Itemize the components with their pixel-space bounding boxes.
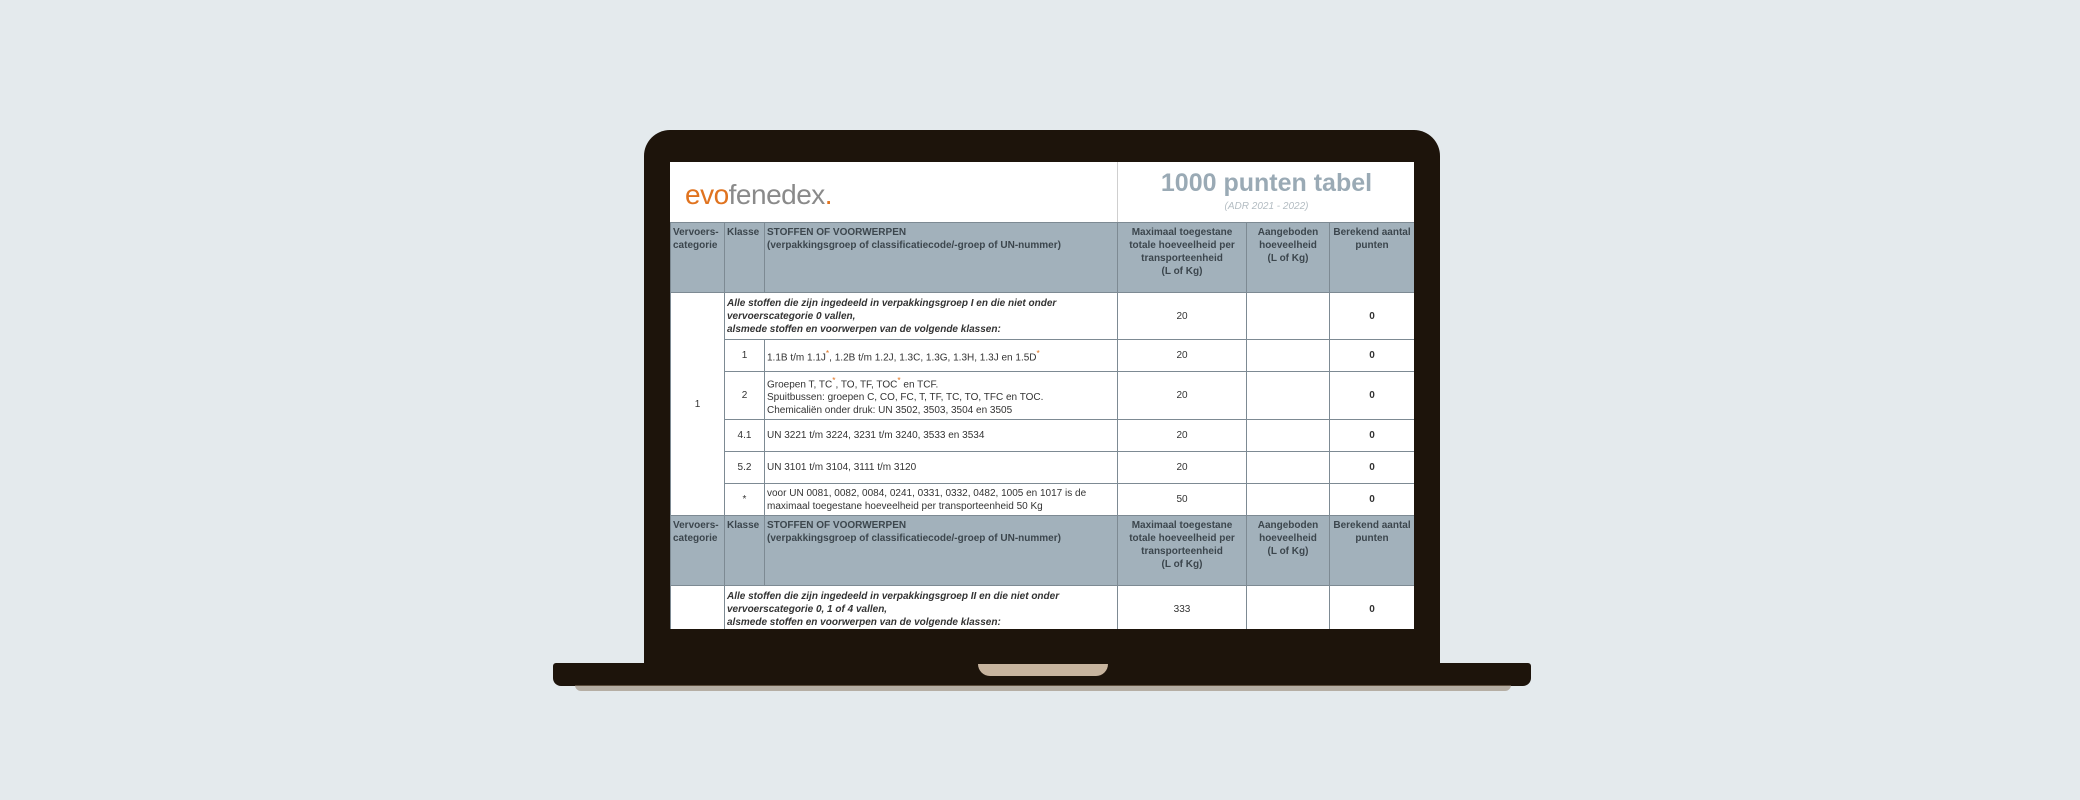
laptop-screen [670, 162, 1414, 629]
punten-cell: 0 [1330, 484, 1415, 516]
header-max [1118, 516, 1247, 586]
aangeboden-input-cell[interactable] [1247, 484, 1330, 516]
header-stoffen [765, 223, 1118, 293]
aangeboden-input-cell[interactable] [1247, 340, 1330, 372]
header-max-label: Maximaal toegestane totale hoeveelheid per transporteenheid (L of Kg) [1129, 227, 1235, 277]
header-aangeboden [1247, 223, 1330, 293]
klasse-cell: 1 [725, 340, 765, 372]
section1-intro-line3: alsmede stoffen en voorwerpen van de volgende klassen: [727, 323, 1001, 335]
max-cell: 333 [1118, 586, 1247, 630]
max-cell: 20 [1118, 452, 1247, 484]
klasse-cell: 4.1 [725, 420, 765, 452]
header-category [671, 516, 725, 586]
header-category-label: Vervoers- categorie [673, 227, 719, 251]
header-stoffen-line1: STOFFEN OF VOORWERPEN [767, 520, 907, 531]
table-row [671, 372, 1415, 420]
points-table [670, 222, 1414, 629]
page-title: 1000 punten tabel [1160, 169, 1373, 197]
stoffen-line1: voor UN 0081, 0082, 0084, 0241, 0331, 0332, 0482, 1005 en 1017 is de [767, 487, 1087, 499]
category-cell [671, 586, 725, 630]
stoffen-line1 [767, 374, 1115, 391]
header-category-label: Vervoers- categorie [673, 520, 719, 544]
evofenedex-logo [685, 179, 832, 211]
aangeboden-input-cell[interactable] [1247, 372, 1330, 420]
category-cell: 1 [671, 293, 725, 516]
table-row [671, 484, 1415, 516]
footnote-star: * [825, 347, 830, 358]
stoffen-cell: UN 3101 t/m 3104, 3111 t/m 3120 [765, 452, 1118, 484]
punten-cell: 0 [1330, 293, 1415, 340]
section2-intro-line1: Alle stoffen die zijn ingedeeld in verpakkingsgroep II en die niet onder [727, 590, 1060, 602]
footnote-star: * [897, 374, 901, 385]
section1-intro [725, 293, 1118, 340]
header-aangeboden-label: Aangeboden hoeveelheid (L of Kg) [1257, 520, 1319, 557]
stoffen-cell [765, 484, 1118, 516]
aangeboden-input-cell[interactable] [1247, 586, 1330, 630]
aangeboden-input-cell[interactable] [1247, 452, 1330, 484]
max-cell: 20 [1118, 420, 1247, 452]
laptop-shadow [575, 685, 1511, 691]
section1-intro-line1: Alle stoffen die zijn ingedeeld in verpakkingsgroep I en die niet onder [727, 297, 1057, 309]
logo-part-evo: evo [685, 179, 729, 210]
stoffen-line3: Chemicaliën onder druk: UN 3502, 3503, 3504 en 3505 [767, 405, 1013, 417]
klasse-cell: 5.2 [725, 452, 765, 484]
header-max [1118, 223, 1247, 293]
table-header-row [671, 223, 1415, 293]
header-aangeboden [1247, 516, 1330, 586]
max-cell: 50 [1118, 484, 1247, 516]
header-category [671, 223, 725, 293]
punten-cell: 0 [1330, 420, 1415, 452]
footnote-star: * [832, 374, 836, 385]
max-cell: 20 [1118, 372, 1247, 420]
header-stoffen-line1: STOFFEN OF VOORWERPEN [767, 227, 907, 238]
stoffen-line2: maximaal toegestane hoeveelheid per transporteenheid 50 Kg [767, 500, 1043, 512]
logo-dot: . [824, 179, 833, 210]
table-row [671, 293, 1415, 340]
header-stoffen [765, 516, 1118, 586]
header-berekend: Berekend aantal punten [1330, 223, 1415, 293]
section1-intro-line2: vervoerscategorie 0 vallen, [727, 310, 856, 322]
logo-part-fenedex: fenedex [728, 179, 825, 210]
klasse-cell-footnote: * [725, 484, 765, 516]
table-row [671, 340, 1415, 372]
header-klasse: Klasse [725, 516, 765, 586]
laptop-notch [978, 664, 1108, 676]
stoffen-cell [765, 372, 1118, 420]
stoffen-text: , TO, TF, TOC [835, 379, 898, 391]
stoffen-line2: Spuitbussen: groepen C, CO, FC, T, TF, TC, TO, TFC en TOC. [767, 392, 1044, 404]
table-row [671, 420, 1415, 452]
stoffen-text: en TCF. [900, 379, 939, 391]
header-klasse: Klasse [725, 223, 765, 293]
section2-intro-line3: alsmede stoffen en voorwerpen van de volgende klassen: [727, 616, 1001, 628]
punten-cell: 0 [1330, 452, 1415, 484]
header-stoffen-line2: (verpakkingsgroep of classificatiecode/-groep of UN-nummer) [767, 240, 1061, 251]
footnote-star: * [1036, 347, 1040, 358]
max-cell: 20 [1118, 293, 1247, 340]
page-subtitle: (ADR 2021 - 2022) [1224, 201, 1309, 212]
header-stoffen-line2: (verpakkingsgroep of classificatiecode/-groep of UN-nummer) [767, 533, 1061, 544]
title-box [1117, 162, 1414, 222]
sheet-header [670, 162, 1414, 222]
punten-cell: 0 [1330, 586, 1415, 630]
section2-intro-line2: vervoerscategorie 0, 1 of 4 vallen, [727, 603, 888, 615]
table-header-row-repeat [671, 516, 1415, 586]
stoffen-cell: UN 3221 t/m 3224, 3231 t/m 3240, 3533 en 3534 [765, 420, 1118, 452]
header-max-label: Maximaal toegestane totale hoeveelheid per transporteenheid (L of Kg) [1129, 520, 1235, 570]
header-berekend: Berekend aantal punten [1330, 516, 1415, 586]
punten-cell: 0 [1330, 340, 1415, 372]
stoffen-text: 1.1B t/m 1.1J [767, 352, 826, 364]
aangeboden-input-cell[interactable] [1247, 293, 1330, 340]
table-row [671, 586, 1415, 630]
klasse-cell: 2 [725, 372, 765, 420]
stoffen-text: , 1.2B t/m 1.2J, 1.3C, 1.3G, 1.3H, 1.3J en 1.5D [829, 352, 1037, 364]
section2-intro [725, 586, 1118, 630]
max-cell: 20 [1118, 340, 1247, 372]
punten-cell: 0 [1330, 372, 1415, 420]
aangeboden-input-cell[interactable] [1247, 420, 1330, 452]
stoffen-text: Groepen T, TC [767, 379, 833, 391]
table-row [671, 452, 1415, 484]
stoffen-cell [765, 340, 1118, 372]
header-aangeboden-label: Aangeboden hoeveelheid (L of Kg) [1257, 227, 1319, 264]
